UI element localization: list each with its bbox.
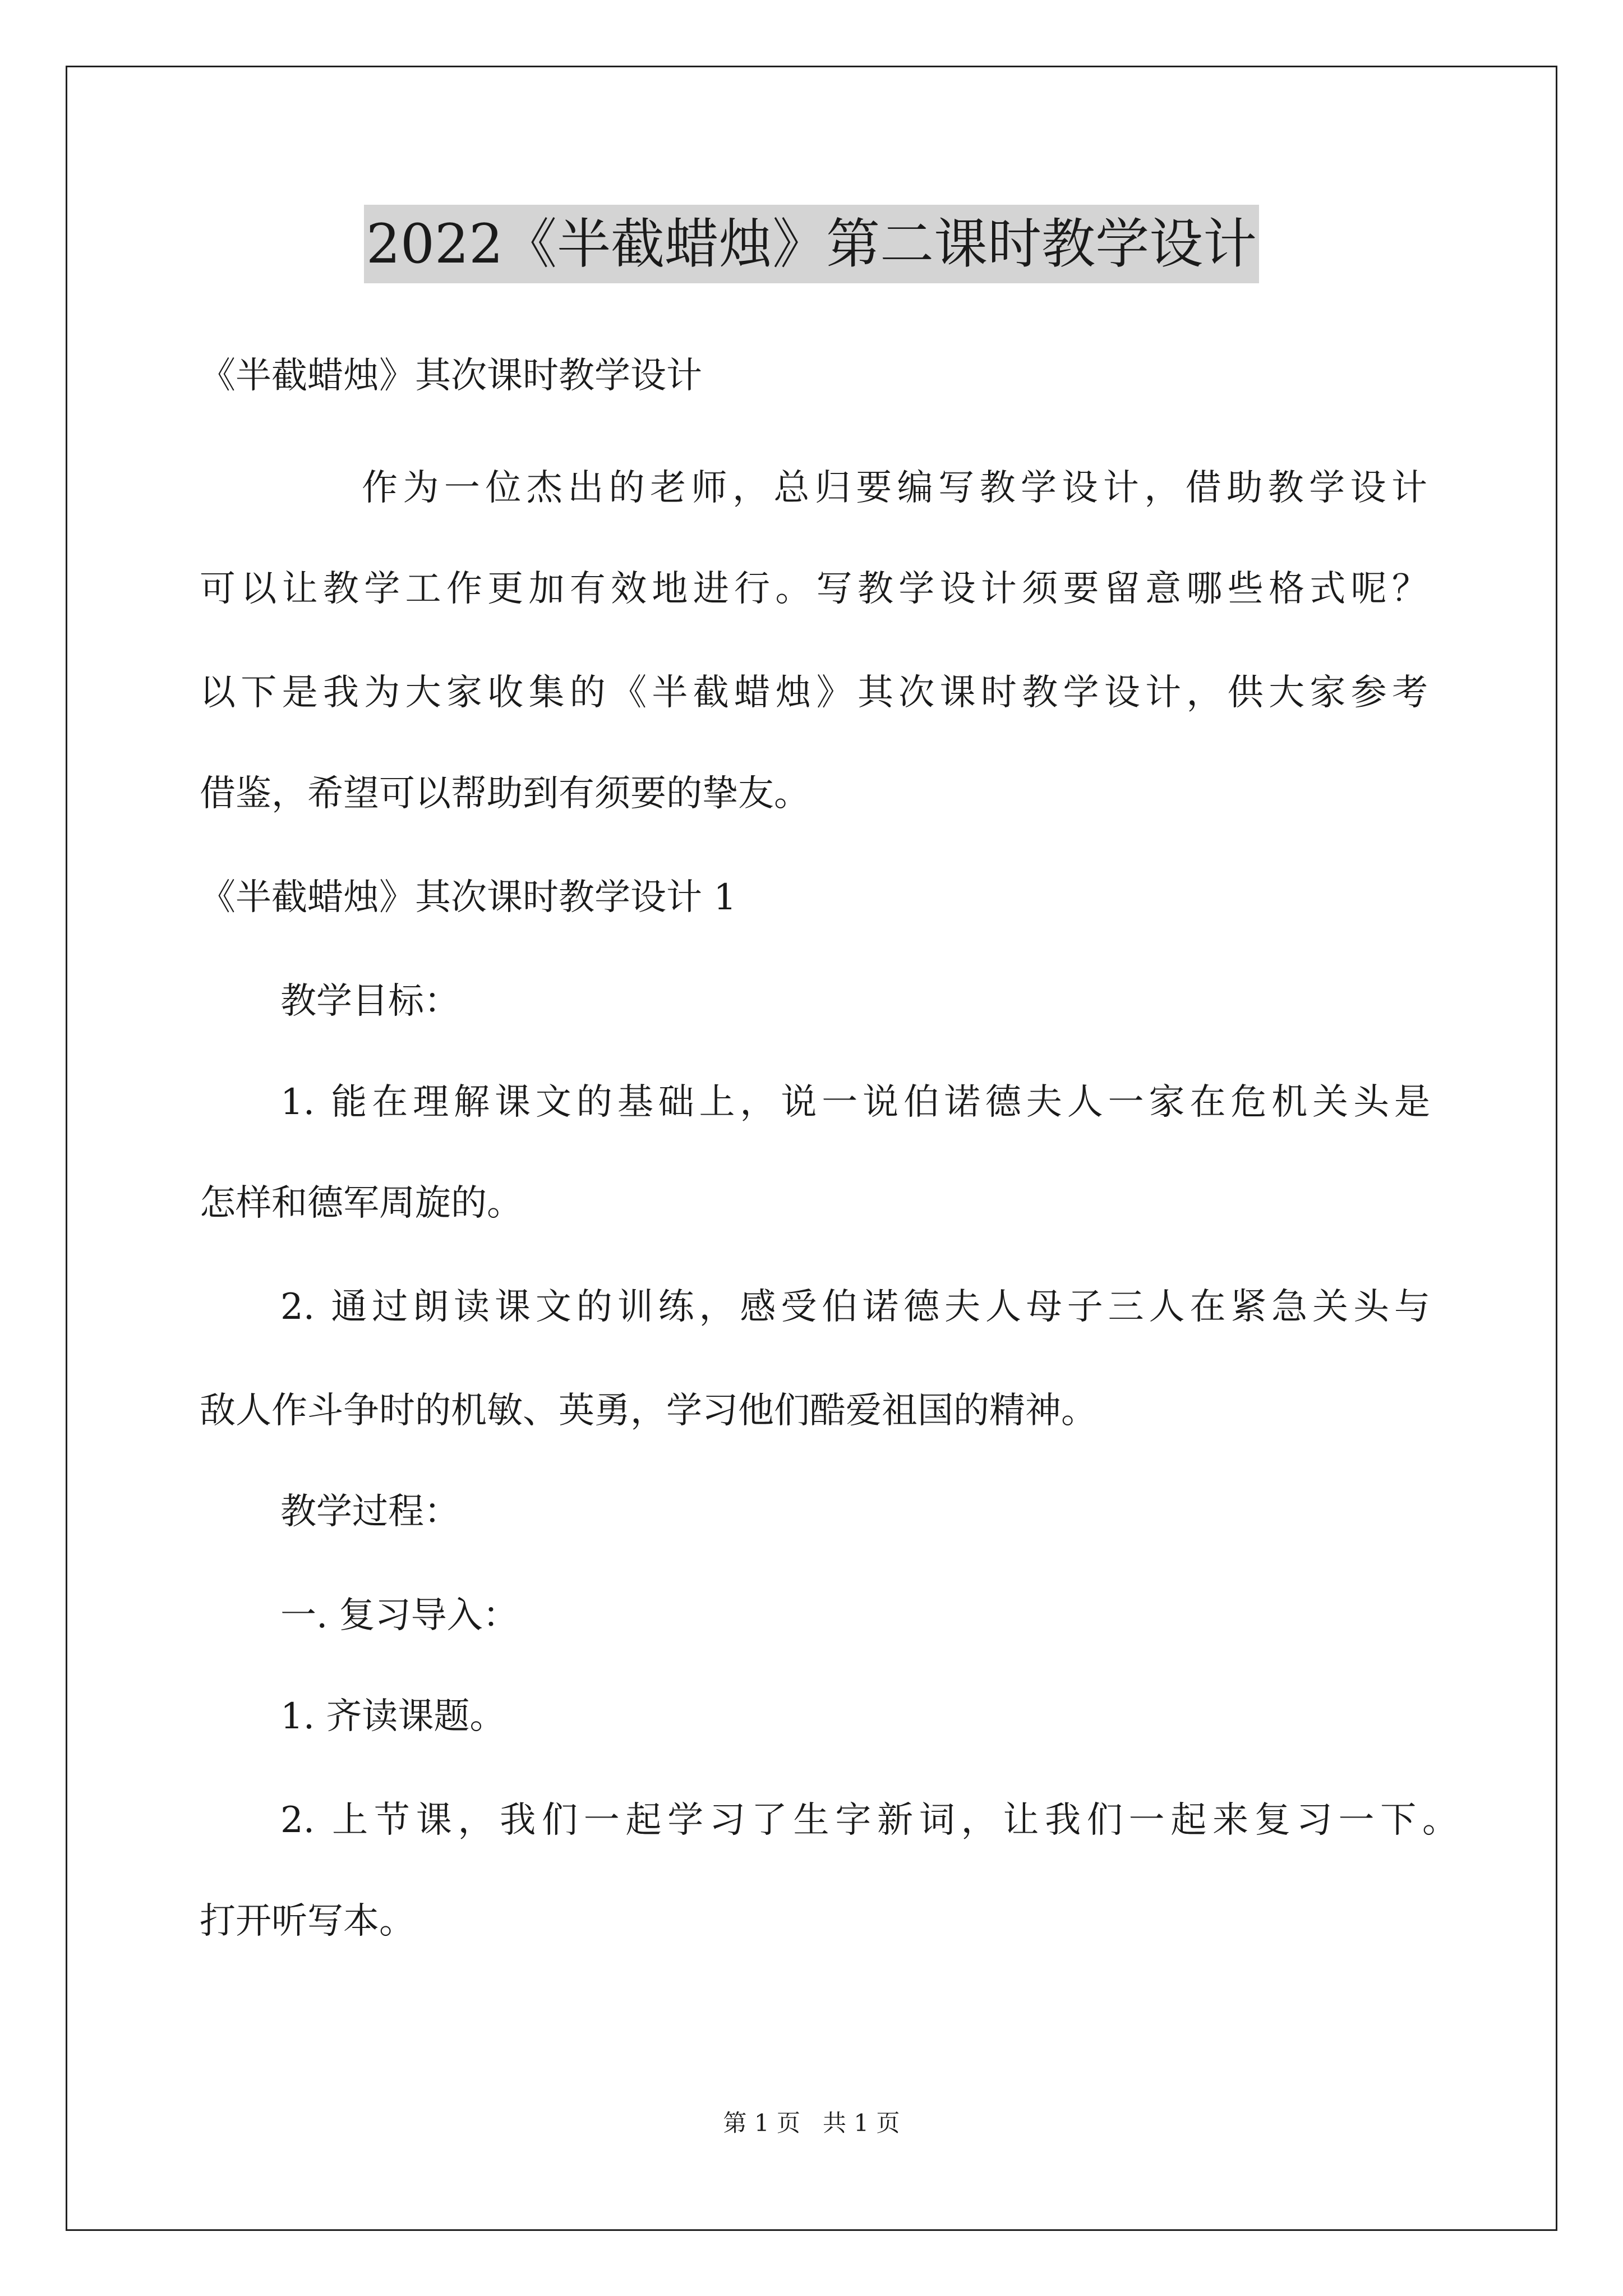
step-1-item-2-line-2: 打开听写本。 [200,1901,415,1942]
intro-line-4: 借鉴，希望可以帮助到有须要的挚友。 [200,773,810,815]
page-footer: 第 1 页 共 1 页 [723,2109,900,2137]
step-1-label: 一. 复习导入： [280,1595,519,1636]
intro-line-1: 作为一位杰出的老师，总归要编写教学设计，借助教学设计 [362,467,1427,509]
goal-2-line-1: 2. 通过朗读课文的训练，感受伯诺德夫人母子三人在紧急关头与 [280,1286,1430,1328]
document-title: 2022《半截蜡烛》第二课时教学设计 [364,205,1259,283]
intro-line-3: 以下是我为大家收集的《半截蜡烛》其次课时教学设计，供大家参考 [200,672,1428,714]
goal-1-line-2: 怎样和德军周旋的。 [200,1182,523,1224]
section-heading: 《半截蜡烛》其次课时教学设计 1 [200,877,737,918]
step-1-item-2-line-1: 2. 上节课，我们一起学习了生字新词，让我们一起来复习一下。 [280,1800,1458,1841]
step-1-item-1: 1. 齐读课题。 [280,1696,506,1737]
goal-2-line-2: 敌人作斗争时的机敏、英勇，学习他们酷爱祖国的精神。 [200,1390,1097,1432]
process-label: 教学过程： [280,1491,460,1533]
document-subtitle: 《半截蜡烛》其次课时教学设计 [200,355,702,397]
goals-label: 教学目标： [280,981,460,1022]
title-container [0,205,1623,283]
goal-1-line-1: 1. 能在理解课文的基础上，说一说伯诺德夫人一家在危机关头是 [280,1082,1430,1123]
intro-line-2: 可以让教学工作更加有效地进行。写教学设计须要留意哪些格式呢？ [200,568,1428,610]
